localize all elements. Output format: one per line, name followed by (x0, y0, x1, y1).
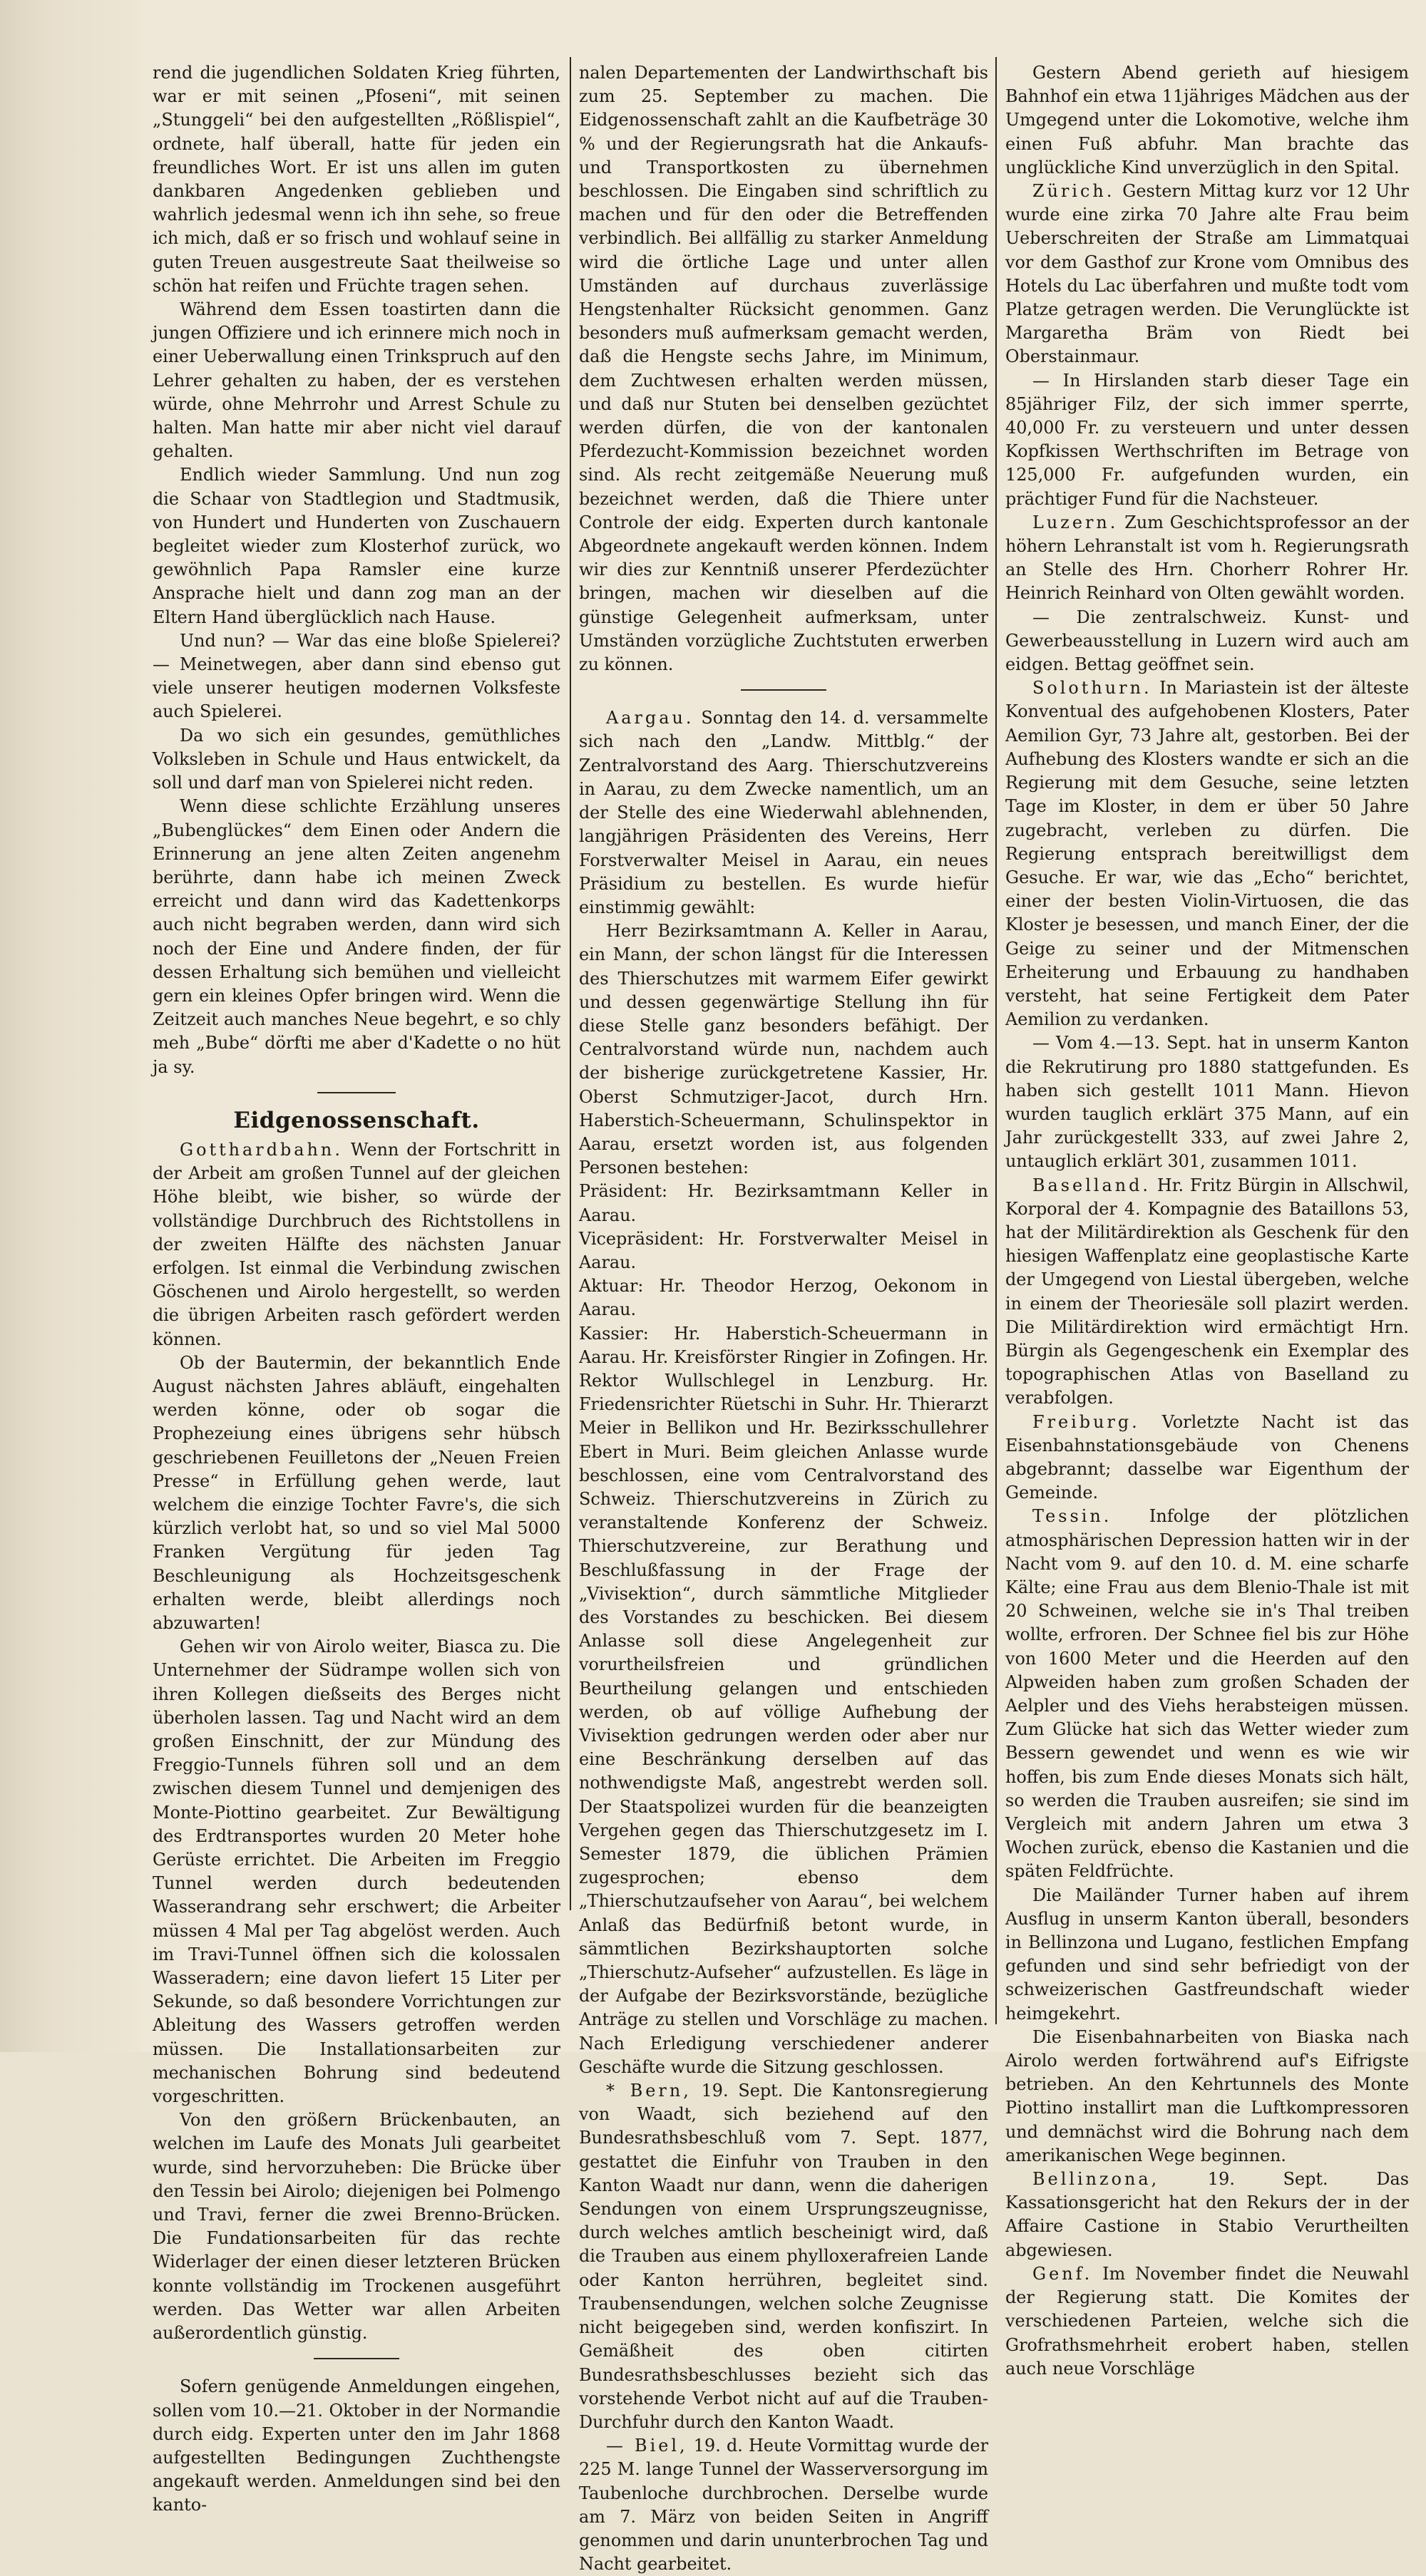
paragraph (1005, 1411, 1409, 1505)
paragraph-text: Vorletzte Nacht ist das Eisenbahnstationsgebäude von Chenens abgebrannt; dasselbe war Eigenthum der Gemeinde. (1005, 1411, 1409, 1503)
paragraph: Die Eisenbahnarbeiten von Biaska nach Airolo werden fortwährend auf's Eifrigste betrieben. An den Kehrtunnels des Monte Piottino installirt man die Luftkompressoren und demnächst wird die Bohrung nach dem amerikanischen Wege beginnen. (1005, 2026, 1409, 2165)
paragraph-text: 19. Sept. Das Kassationsgericht hat den Rekurs der in der Affaire Castione in Stabio Verurtheilten abgewiesen. (1005, 2169, 1409, 2260)
dateline: — Biel, (606, 2436, 688, 2456)
paragraph-text: In Mariastein ist der älteste Konventual des aufgehobenen Klosters, Pater Aemilion Gyr, 73 Jahre alt, gestorben. Bei der Aufhebung des Klosters wandte er sich an die Regierung mit dem Gesuche, seine letzten Tage im Kloster, in dem er über 50 Jahre zugebracht, verleben zu dürfen. Die Regierung entsprach bereitwilligst dem Gesuche. Er war, wie das „Echo“ berichtet, einer der besten Violin-Virtuosen, die das Kloster je besessen, und manch Einer, der die Geige zu seiner und der Mitmenschen Erheiterung und Erbauung zu handhaben versteht, hat seine Fertigkeit dem Pater Aemilion zu verdanken. (1005, 678, 1409, 1030)
dateline: * Bern, (606, 2081, 692, 2101)
paragraph (1005, 2262, 1409, 2381)
paragraph: Gestern Abend gerieth auf hiesigem Bahnhof ein etwa 11jähriges Mädchen aus der Umgegend unter die Lokomotive, welche ihm einen Fuß abfuhr. Man brachte das unglückliche Kind unverzüglich in den Spital. (1005, 63, 1409, 177)
paragraph: Endlich wieder Sammlung. Und nun zog die Schaar von Stadtlegion und Stadtmusik, von Hundert und Hunderten von Zuschauern begleitet wieder zum Klosterhof zurück, wo gewöhnlich Papa Ramsler eine kurze Ansprache hielt und dann zog man an der Eltern Hand überglücklich nach Hause. (153, 465, 560, 627)
dateline: Tessin. (1032, 1506, 1112, 1527)
section-heading: Eidgenossenschaft. (233, 1107, 480, 1133)
paragraph-text: Gestern Mittag kurz vor 12 Uhr wurde eine zirka 70 Jahre alte Frau beim Ueberschreiten der Straße am Limmatquai vor dem Gasthof zur Krone vom Omnibus des Hotels du Lac überfahren und mußte todt vom Platze getragen werden. Die Verunglückte ist Margaretha Bräm von Riedt bei Oberstainmaur. (1005, 181, 1409, 367)
paragraph-text: Infolge der plötzlichen atmosphärischen Depression hatten wir in der Nacht vom 9. auf den 10. d. M. eine scharfe Kälte; eine Frau aus dem Blenio-Thale ist mit 20 Schweinen, welche sie in's Thal treiben wollte, erfroren. Der Schnee fiel bis zur Höhe von 1600 Meter und die Heerden auf den Alpweiden haben zum großen Schaden der Aelpler und des Viehs herabsteigen müssen. Zum Glücke hat sich das Wetter wieder zum Bessern gewendet und wenn es wie wir hoffen, bis zum Ende dieses Monats sich hält, so werden die Trauben ausreifen; sie sind im Vergleich mit andern Jahren um etwa 3 Wochen zurück, ebenso die Kastanien und die späten Feldfrüchte. (1005, 1506, 1409, 1882)
paragraph: — In Hirslanden starb dieser Tage ein 85jähriger Filz, der sich immer sperrte, 40,000 Fr. zu versteuern und unter dessen Kopfkissen Werthschriften im Betrage von 125,000 Fr. aufgefunden wurden, ein prächtiger Fund für die Nachsteuer. (1005, 370, 1409, 509)
paragraph: Gehen wir von Airolo weiter, Biasca zu. Die Unternehmer der Südrampe wollen sich von ihren Kollegen dießseits des Berges nicht überholen lassen. Tag und Nacht wird an dem großen Einschnitt, der zur Mündung des Freggio-Tunnels führen soll und an dem zwischen diesem Tunnel und demjenigen des Monte-Piottino gearbeitet. Zur Bewältigung des Erdtransportes wurden 20 Meter hohe Gerüste errichtet. Die Arbeiten im Freggio Tunnel werden durch bedeutenden Wasserandrang sehr erschwert; die Arbeiter müssen 4 Mal per Tag abgelöst werden. Auch im Travi-Tunnel öffnen sich die kolossalen Wasseradern; eine davon liefert 15 Liter per Sekunde, so daß besondere Vorrichtungen zur Ableitung des Wassers getroffen werden müssen. Die Installationsarbeiten zur mechanischen Bohrung sind bedeutend vorgeschritten. (153, 1637, 560, 2107)
paragraph (153, 1138, 560, 1351)
separator-rule (741, 689, 826, 691)
paragraph-text: Im November findet die Neuwahl der Regierung statt. Die Komites der verschiedenen Parteien, welche sich die Grofrathsmehrheit erobert haben, stellen auch neue Vorschläge (1005, 2263, 1409, 2379)
paragraph-text: Sonntag den 14. d. versammelte sich nach den „Landw. Mittblg.“ der Zentralvorstand des Aarg. Thierschutzvereins in Aarau, zu dem Zwecke namentlich, um an der Stelle des eine Wiederwahl ablehnenden, langjährigen Präsidenten des Vereins, Herr Forstverwalter Meisel in Aarau, ein neues Präsidium zu bestellen. Es wurde hiefür einstimmig gewählt: (579, 708, 988, 917)
paragraph: Und nun? — War das eine bloße Spielerei? — Meinetwegen, aber dann sind ebenso gut viele unserer heutigen modernen Volksfeste auch Spielerei. (153, 630, 560, 722)
dateline: Baselland. (1032, 1175, 1151, 1195)
paragraph-text: 19. d. Heute Vormittag wurde der 225 M. lange Tunnel der Wasserversorgung im Taubenloche durchbrochen. Derselbe wurde am 7. März von beiden Seiten in Angriff genommen und darin ununterbrochen Tag und Nacht gearbeitet. (579, 2436, 988, 2575)
paragraph: — Die zentralschweiz. Kunst- und Gewerbeausstellung in Luzern wird auch am eidgen. Bettag geöffnet sein. (1005, 607, 1409, 675)
dateline: Luzern. (1032, 512, 1119, 532)
separator-rule (317, 1092, 396, 1093)
paragraph: Wenn diese schlichte Erzählung unseres „Bubenglückes“ dem Einen oder Andern die Erinnerung an jene alten Zeiten angenehm berührte, dann habe ich meinen Zweck erreicht und dann wird das Kadettenkorps auch nicht begraben werden, dann wird sich noch der Eine und Andere finden, der für dessen Erhaltung sich bemühen und vielleicht gern ein kleines Opfer bringen wird. Wenn die Zeitzeit auch manches Neue begehrt, e so chly meh „Bube“ dörfti me aber d'Kadette o no hüt ja sy. (153, 796, 560, 1077)
paragraph-text: Hr. Fritz Bürgin in Allschwil, Korporal der 4. Kompagnie des Bataillons 53, hat der Militärdirektion als Geschenk für den hiesigen Waffenplatz eine geoplastische Karte der Umgegend von Liestal übergeben, welche in einem der Theoriesäle soll plazirt werden. Die Militärdirektion wird ermächtigt Hrn. Bürgin als Gegengeschenk ein Exemplar des topographischen Atlas von Baselland zu verabfolgen. (1005, 1175, 1409, 1408)
officer-line: Kassier: Hr. Haberstich-Scheuermann in Aarau. Hr. Kreisförster Ringier in Zofingen. Hr. Rektor Wullschlegel in Lenzburg. Hr. Friedensrichter Rüetschi in Suhr. Hr. Thierarzt Meier in Bellikon und Hr. Bezirksschullehrer Ebert in Muri. Beim gleichen Anlasse wurde beschlossen, eine vom Centralvorstand des Schweiz. Thierschutzvereins in Zürich zu veranstaltende Konferenz der Schweiz. Thierschutzvereine, zur Berathung und Beschlußfassung in der Frage der „Vivisektion“, durch sämmtliche Mitglieder des Vorstandes zu beschicken. Bei diesem Anlasse soll diese Angelegenheit zur vorurtheilsfreien und gründlichen Beurtheilung gelangen und entschieden werden, ob auf völlige Aufhebung der Vivisektion gedrungen werden oder aber nur eine Beschränkung derselben auf das nothwendigste Maß, angestrebt werden soll. Der Staatspolizei wurden für die beanzeigten Vergehen gegen das Thierschutzgesetz im I. Semester 1879, die üblichen Prämien zugesprochen; ebenso dem „Thierschutzaufseher von Aarau“, bei welchem Anlaß das Bedürfniß betont wurde, in sämmtlichen Bezirkshauptorten solche „Thierschutz-Aufseher“ aufzustellen. Es läge in der Aufgabe der Bezirksvorstände, bezügliche Anträge zu stellen und Vorschläge zu machen. Nach Erledigung verschiedener anderer Geschäfte wurde die Sitzung geschlossen. (579, 1323, 988, 2077)
paragraph: Von den größern Brückenbauten, an welchen im Laufe des Monats Juli gearbeitet wurde, sind hervorzuheben: Die Brücke über den Tessin bei Airolo; diejenigen bei Polmengo und Travi, ferner die zwei Brenno-Brücken. Die Fundationsarbeiten für das rechte Widerlager der einen dieser letzteren Brücken konnte vollständig im Trockenen ausgeführt werden. Das Wetter war allen Arbeiten außerordentlich günstig. (153, 2110, 560, 2344)
paragraph: nalen Departementen der Landwirthschaft bis zum 25. September zu machen. Die Eidgenossenschaft zahlt an die Kaufbeträge 30 % und der Regierungsrath hat die Ankaufs- und Transportkosten zu übernehmen beschlossen. Die Eingaben sind schriftlich zu machen und für den oder die Betreffenden verbindlich. Bei allfällig zu starker Anmeldung wird die örtliche Lage und unter allen Umständen auf durchaus zuverlässige Hengstenhalter Rücksicht genommen. Ganz besonders muß aufmerksam gemacht werden, daß die Hengste sechs Jahre, im Minimum, dem Zuchtwesen erhalten werden müssen, und daß nur Stuten bei denselben gezüchtet werden dürfen, die von der kantonalen Pferdezucht-Kommission bezeichnet worden sind. Als recht zeitgemäße Neuerung muß bezeichnet werden, daß die Thiere unter Controle der eidg. Experten durch kantonale Abgeordnete angekauft werden können. Indem wir dies zur Kenntniß unserer Pferdezüchter bringen, machen wir dieselben auf die günstige Gelegenheit aufmerksam, unter Umständen vorzügliche Zuchtstuten erwerben zu können. (579, 63, 988, 675)
paragraph: rend die jugendlichen Soldaten Krieg führten, war er mit seinen „Pfoseni“, mit seinen „Stunggeli“ bei den aufgestellten „Rößlispiel“, ordnete, half überall, hatte für jeden ein freundliches Wort. Er ist uns allen im guten dankbaren Angedenken geblieben und wahrlich jedesmal wenn ich ihn sehe, so freue ich mich, daß er so frisch und wohlauf seine in guten Treuen ausgestreute Saat theilweise so schön hat reifen und Früchte tragen sehen. (153, 63, 560, 296)
paragraph: Die Mailänder Turner haben auf ihrem Ausflug in unserm Kanton überall, besonders in Bellinzona und Lugano, festlichen Empfang gefunden und sind sehr befriedigt von der schweizerischen Gastfreundschaft wieder heimgekehrt. (1005, 1885, 1409, 2024)
paragraph (579, 2434, 988, 2576)
column-2 (579, 61, 988, 2575)
paragraph (1005, 1174, 1409, 1411)
paragraph (1005, 676, 1409, 1031)
column-1 (153, 61, 560, 2515)
dateline: Solothurn. (1032, 678, 1152, 699)
paragraph-text: Zum Geschichtsprofessor an der höhern Lehranstalt ist vom h. Regierungsrath an Stelle des Hrn. Chorherr Rohrer Hr. Heinrich Reinhard von Olten gewählt worden. (1005, 512, 1409, 604)
officer-line: Präsident: Hr. Bezirksamtmann Keller in Aarau. (579, 1181, 988, 1225)
dateline: Freiburg. (1032, 1411, 1140, 1432)
dateline: Bellinzona, (1032, 2169, 1160, 2190)
paragraph-text: Wenn der Fortschritt in der Arbeit am großen Tunnel auf der gleichen Höhe bleibt, wie bisher, so würde der vollständige Durchbruch des Richtstollens in der zweiten Hälfte des nächsten Januar erfolgen. Ist einmal die Verbindung zwischen Göschenen und Airolo hergestellt, so werden die übrigen Arbeiten rasch gefördert werden können. (153, 1139, 560, 1349)
officer-line: Vicepräsident: Hr. Forstverwalter Meisel in Aarau. (579, 1228, 988, 1272)
paragraph: Während dem Essen toastirten dann die jungen Offiziere und ich erinnere mich noch in einer Ueberwallung einen Trinkspruch auf den Lehrer gehalten zu haben, der es verstehen würde, ohne Mehrrohr und Arrest Schule zu halten. Man hatte mir aber nicht viel darauf gehalten. (153, 299, 560, 462)
dateline: Genf. (1032, 2263, 1093, 2284)
dateline: Gotthardbahn. (180, 1139, 343, 1160)
paragraph (579, 2079, 988, 2434)
paragraph (1005, 511, 1409, 606)
paragraph: — Vom 4.—13. Sept. hat in unserm Kanton die Rekrutirung pro 1880 stattgefunden. Es haben sich gestellt 1011 Mann. Hievon wurden tauglich erklärt 375 Mann, auf ein Jahr zurückgestellt 333, auf zwei Jahre 2, untauglich erklärt 301, zusammen 1011. (1005, 1033, 1409, 1172)
paragraph: Da wo sich ein gesundes, gemüthliches Volksleben in Schule und Haus entwickelt, da soll und darf man von Spielerei nicht reden. (153, 725, 560, 793)
paragraph: Sofern genügende Anmeldungen eingehen, sollen vom 10.—21. Oktober in der Normandie durch eidg. Experten unter den im Jahr 1868 aufgestellten Bedingungen Zuchthengste angekauft werden. Anmeldungen sind bei den kanto- (153, 2376, 560, 2515)
dateline: Zürich. (1032, 181, 1115, 202)
page-margin-shadow (0, 0, 140, 2052)
paragraph (1005, 2168, 1409, 2262)
paragraph (1005, 1505, 1409, 1883)
paragraph (579, 706, 988, 919)
paragraph: Ob der Bautermin, der bekanntlich Ende August nächsten Jahres abläuft, eingehalten werden könne, oder ob sogar die Prophezeiung eines übrigens sehr hübsch geschriebenen Feuilletons der „Neuen Freien Presse“ in Erfüllung gehen werde, laut welchem die einzige Tochter Favre's, die sich kürzlich verlobt hat, so und so viel Mal 5000 Franken Vergütung für jeden Tag Beschleunigung als Hochzeitsgeschenk erhalten werde, bleibt allerdings noch abzuwarten! (153, 1352, 560, 1633)
paragraph-text: 19. Sept. Die Kantonsregierung von Waadt, sich beziehend auf den Bundesrathsbeschluß vom 7. Sept. 1877, gestattet die Einfuhr von Trauben in den Kanton Waadt nur dann, wenn die daherigen Sendungen von einem Ursprungszeugnisse, durch welches amtlich bescheinigt wird, daß die Trauben aus einem phylloxerafreien Lande oder Kanton herrühren, begleitet sind. Traubensendungen, welchen solche Zeugnisse nicht beigegeben sind, werden konfiszirt. In Gemäßheit des oben citirten Bundesrathsbeschlusses bezieht sich das vorstehende Verbot nicht auf auf die Trauben-Durchfuhr durch den Kanton Waadt. (579, 2081, 988, 2432)
officer-line: Aktuar: Hr. Theodor Herzog, Oekonom in Aarau. (579, 1276, 988, 1320)
column-3 (1005, 61, 1409, 2379)
column-rule-2 (995, 57, 997, 2024)
column-rule-1 (570, 57, 571, 1910)
paragraph (1005, 180, 1409, 369)
paragraph: Herr Bezirksamtmann A. Keller in Aarau, ein Mann, der schon längst für die Interessen des Thierschutzes mit warmem Eifer gewirkt und dessen gegenwärtige Stellung ihn für diese Stelle ganz besonders befähigt. Der Centralvorstand würde nun, nachdem auch der bisherige zurückgetretene Kassier, Hr. Oberst Schmutziger-Jacot, durch Hrn. Haberstich-Scheuermann, Schulinspektor in Aarau, ersetzt worden ist, aus folgenden Personen bestehen: (579, 921, 988, 1178)
dateline: Aargau. (606, 708, 694, 728)
separator-rule (314, 2358, 399, 2359)
